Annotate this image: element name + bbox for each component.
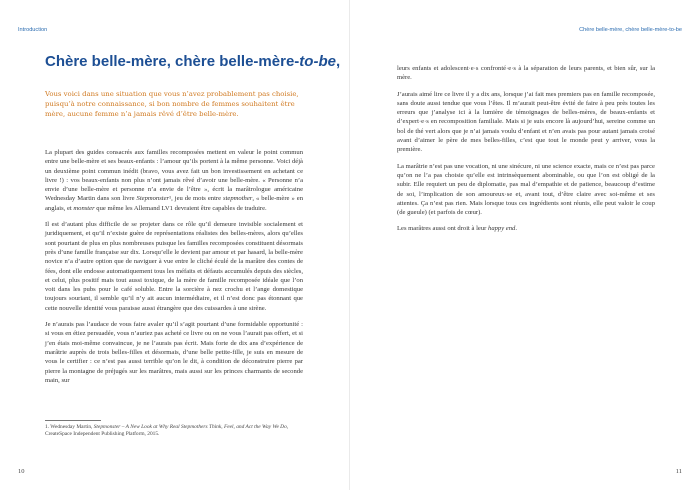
chapter-title bbox=[45, 53, 341, 70]
chapter-title-main: Chère belle-mère, chère belle-mère- bbox=[45, 53, 300, 70]
left-p1-italic-3: monster bbox=[73, 204, 95, 212]
right-paragraph-2: J’aurais aimé lire ce livre il y a dix ans, lorsque j’ai fait mes premiers pas en famille recomposée, sans doute aussi tendue que vous l’êtes. Il m’aurait peut-être évité de faire à peu près toutes les erreurs que j’analyse ici à la lumière de témoignages de belles-mères, de beaux-enfants et d’expert·e·s en recomposition familiale. Mais si je suis encore là aujourd’hui, sereine comme un bol de thé vert alors que je n’ai jamais voulu d’enfant et n’en avais pas pour autant jamais croisé avant d’aimer le père de mes belles-filles, c’est que tout le monde peut y arriver, vous la première. bbox=[397, 90, 655, 154]
left-p1-italic-1: Stepmonster bbox=[136, 195, 170, 203]
page-number-right: 11 bbox=[675, 468, 682, 475]
page-number-left: 10 bbox=[18, 468, 25, 475]
right-paragraph-4 bbox=[397, 224, 655, 233]
footnote bbox=[45, 424, 303, 439]
right-paragraph-1: leurs enfants et adolescent·e·s confronté·e·s à la séparation de leurs parents, et bien sûr, sur la mère. bbox=[397, 65, 655, 82]
footnote-text-b: , CreateSpace Independent Publishing Platform, 2015. bbox=[45, 424, 289, 438]
page-gutter bbox=[349, 0, 350, 490]
left-paragraph-2: Il est d’autant plus difficile de se projeter dans ce rôle qu’il demeure invisible socialement et juridiquement, et qu’il n’existe guère de représentations réalistes des belles-mères, alors qu’elles sont pourtant de plus en plus nombreuses puisque les familles recomposées constituent désormais près d’une famille française sur dix. Lorsqu’elle le devient par amour et par hasard, la belle-mère novice n’a d’autre option que de naviguer à vue entre le cliché éculé de la marâtre des contes de fées, dont elle endosse automatiquement tous les méfaits et défauts accumulés depuis des siècles, et celui, plus positif mais tout aussi toxique, de la mère de famille recomposée idéale que l’on voit dans les pubs pour le café soluble. Entre la sorcière à nez crochu et l’ange domestique toujours souriant, il semble qu’il n’y ait aucun intermédiaire, et il n’est donc pas étonnant que cette nouvelle identité vous paraisse aussi étrangère que des cuissardes à une sirène. bbox=[45, 221, 303, 312]
chapter-title-italic: to-be bbox=[299, 53, 336, 70]
left-p1-text-a: La plupart des guides consacrés aux familles recomposées mettent en valeur le point commun entre une belle-mère et ses beaux-enfants : l’amour qu’ils portent à la même personne. Voici déjà un deuxième point commun inédit (bravo, vous avez fait un bon investissement en achetant ce livre !) : vos beaux-enfants non plus n’ont jamais rêvé d’avoir une belle-mère. « Personne n’a envie d’une belle-mère et personne n’a envie de l’être », écrit la marâtrologue américaine Wednesday Martin dans son livre bbox=[45, 149, 303, 203]
footnote-rule bbox=[45, 420, 101, 421]
footnote-book-title: Stepmonster – A New Look at Why Real Stepmothers Think, Feel, and Act the Way We Do bbox=[93, 424, 287, 430]
right-paragraph-3: La marâtrie n’est pas une vocation, ni une sinécure, ni une science exacte, mais ce n’est pas parce qu’on ne l’a pas choisie qu’elle est intrinsèquement abominable, ou que l’on est obligé de la subir. Elle requiert un peu de diplomatie, pas mal d’empathie et de patience, beaucoup d’estime de soi, l’implication de son amoureux·se et, avant tout, d’être claire avec soi-même et ses attentes. Ça n’est pas rien. Mais lorsque tous ces ingrédients sont réunis, elle peut valoir le coup (de gueule) (et parfois de cœur). bbox=[397, 162, 655, 217]
right-p4-text-b: . bbox=[515, 225, 517, 233]
left-p1-text-c: , « belle-mère » en anglais, et bbox=[45, 195, 303, 212]
footnote-text-a: 1. Wednesday Martin, bbox=[45, 424, 94, 430]
chapter-title-end: , bbox=[335, 53, 341, 70]
left-paragraph-3: Je n’aurais pas l’audace de vous faire avaler qu’il s’agit pourtant d’une formidable opportunité : si vous en étiez persuadée, vous n’auriez pas acheté ce livre ou on ne vous l’aurait pas offert, et si j’en étais moi-même convaincue, je ne l’aurais pas écrit. Mais forte de dix ans d’expérience de marâtrie auprès de trois belles-filles et désormais, d’une belle petite-fille, je suis en mesure de vous le certifier : ce n’est pas aussi terrible qu’on le dit, à condition de déconstruire pierre par pierre la montagne de préjugés sur les marâtres, mais aussi sur les princes charmants de seconde main, sur bbox=[45, 321, 303, 384]
right-p4-text-a: Les marâtres aussi ont droit à leur bbox=[397, 225, 489, 233]
right-p4-italic: happy end bbox=[488, 225, 516, 233]
left-column bbox=[45, 148, 303, 392]
running-header-left: Introduction bbox=[18, 27, 48, 33]
running-header-right: Chère belle-mère, chère belle-mère-to-be bbox=[579, 27, 682, 33]
left-p1-text-d: que même les Allemand LV1 devraient être capables de traduire. bbox=[94, 204, 267, 212]
left-p1-italic-2: stepmother bbox=[223, 195, 253, 203]
left-p1-text-b: ¹, jeu de mots entre bbox=[169, 195, 224, 203]
left-paragraph-1 bbox=[45, 148, 303, 213]
lede-paragraph: Vous voici dans une situation que vous n’avez probablement pas choisie, puisqu’à notre connaissance, si bon nombre de femmes souhaitent être mère, aucune femme n’a jamais rêvé d’être belle-mère. bbox=[45, 90, 299, 118]
right-column bbox=[397, 64, 655, 241]
